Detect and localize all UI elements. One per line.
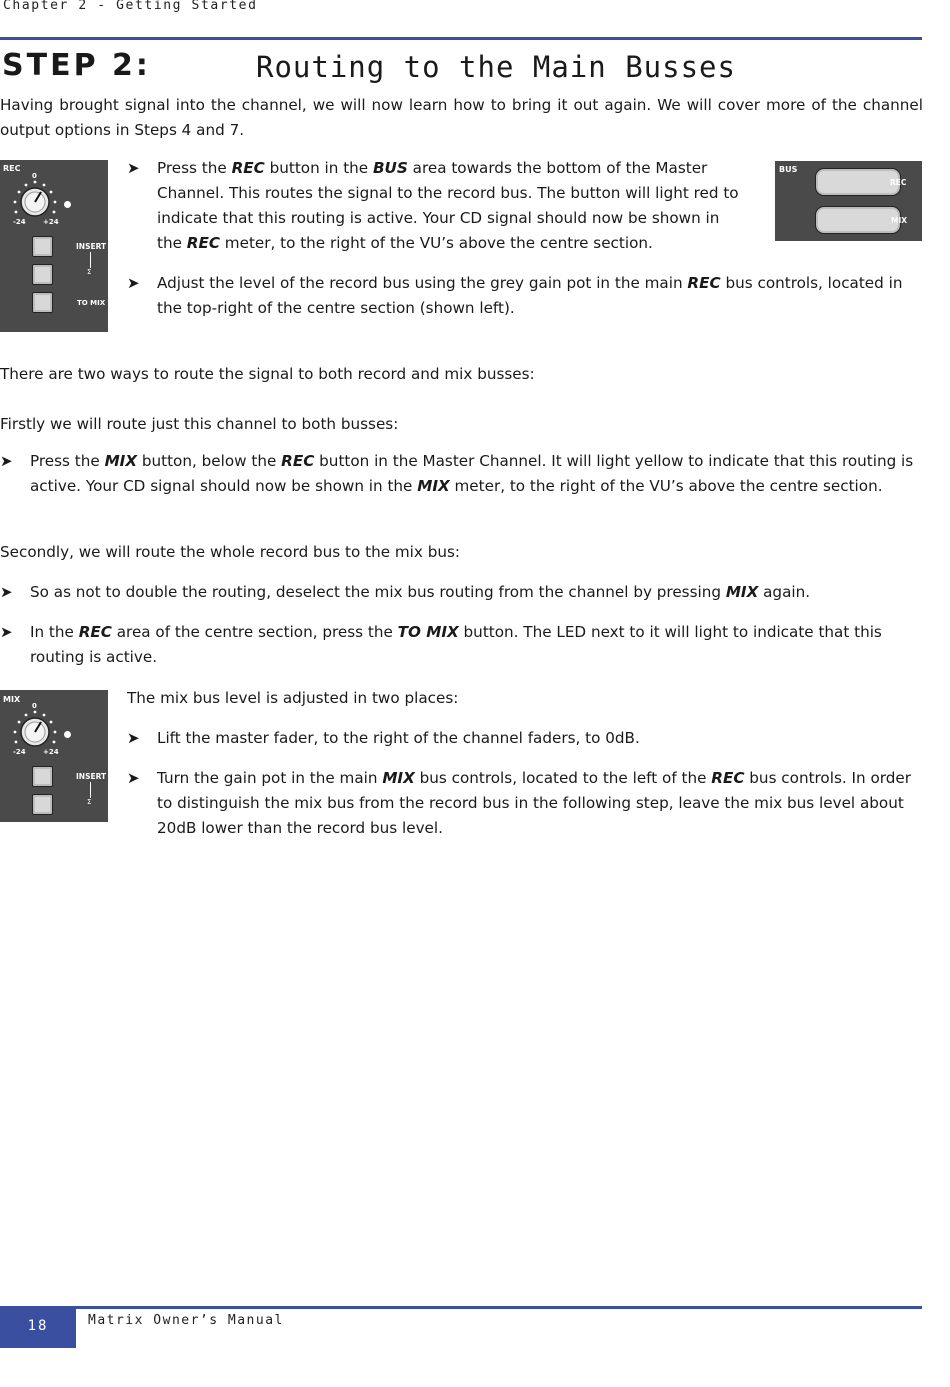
rec-insert-button[interactable] <box>32 236 53 257</box>
list-item <box>0 620 923 670</box>
rec-insert-label: INSERT <box>76 242 107 251</box>
bus-rec-label: REC <box>890 178 907 187</box>
list-item <box>0 580 923 605</box>
step-title: Routing to the Main Busses <box>256 50 736 84</box>
bullet-text: Press the REC button in the BUS area towards the bottom of the Master Channel. This routes the signal to the record bus. The button will light red to indicate that this routing is active. Your CD signal should now be shown in the REC meter, to the right of the VU’s above the centre section. <box>157 159 739 252</box>
rec-to-mix-button[interactable] <box>32 292 53 313</box>
bullet-text: Adjust the level of the record bus using the grey gain pot in the main REC bus controls, located in the top-right of the centre section (shown left). <box>157 274 903 317</box>
list-item <box>127 766 923 841</box>
mix-knob-min: -24 <box>13 748 26 756</box>
rec-sum-line <box>90 252 91 268</box>
two-ways-paragraph: There are two ways to route the signal to both record and mix busses: <box>0 365 535 383</box>
rec-knob-max: +24 <box>43 218 59 226</box>
intro-paragraph: Having brought signal into the channel, we will now learn how to bring it out again. We will cover more of the channel output options in Steps 4 and 7. <box>0 96 923 139</box>
bullet-arrow-icon: ➤ <box>0 452 13 470</box>
firstly-paragraph: Firstly we will route just this channel to both busses: <box>0 415 399 433</box>
bullet-arrow-icon: ➤ <box>127 274 140 292</box>
secondly-paragraph: Secondly, we will route the whole record bus to the mix bus: <box>0 543 460 561</box>
bullet-text: Press the MIX button, below the REC button in the Master Channel. It will light yellow to indicate that this routing is active. Your CD signal should now be shown in the MIX meter, to the right of the VU’s above the centre section. <box>30 452 914 495</box>
rec-bus-panel <box>0 160 108 332</box>
list-item <box>127 156 747 256</box>
footer-title: Matrix Owner’s Manual <box>88 1313 284 1328</box>
header-rule <box>0 37 922 40</box>
rec-knob-min: -24 <box>13 218 26 226</box>
list-item <box>127 726 923 751</box>
rec-gain-knob-icon[interactable] <box>10 178 62 222</box>
bullet-text: In the REC area of the centre section, press the TO MIX button. The LED next to it will light to indicate that this routing is active. <box>30 623 882 666</box>
mix-bus-panel <box>0 690 108 822</box>
bullet-arrow-icon: ➤ <box>127 159 140 177</box>
list-item <box>0 449 923 499</box>
rec-knob-top-label: 0 <box>32 172 37 180</box>
bullet-text: So as not to double the routing, deselect the mix bus routing from the channel by pressing MIX again. <box>30 583 811 601</box>
bus-mix-button[interactable] <box>815 206 901 234</box>
mix-knob-top-label: 0 <box>32 702 37 710</box>
page-number: 18 <box>27 1318 49 1334</box>
bus-mix-label: MIX <box>891 216 908 225</box>
list-item <box>127 271 923 321</box>
mix-level-lead: The mix bus level is adjusted in two places: <box>127 689 459 707</box>
rec-sum-button[interactable] <box>32 264 53 285</box>
bullet-text: Lift the master fader, to the right of the channel faders, to 0dB. <box>157 729 640 747</box>
bullet-arrow-icon: ➤ <box>0 583 13 601</box>
bullet-arrow-icon: ➤ <box>0 623 13 641</box>
mix-knob-max: +24 <box>43 748 59 756</box>
bus-panel <box>775 161 922 241</box>
bus-rec-button[interactable] <box>815 168 901 196</box>
bullet-arrow-icon: ➤ <box>127 769 140 787</box>
footer-rule <box>0 1306 922 1309</box>
rec-panel-title: REC <box>3 164 21 173</box>
rec-to-mix-label: TO MIX <box>77 299 106 307</box>
mix-panel-title: MIX <box>3 695 21 704</box>
mix-knob-led <box>64 731 71 738</box>
mix-sum-label: Σ <box>87 798 92 806</box>
step-number: STEP 2: <box>2 48 151 83</box>
mix-insert-button[interactable] <box>32 766 53 787</box>
bullet-text: Turn the gain pot in the main MIX bus controls, located to the left of the REC bus controls. In order to distinguish the mix bus from the record bus in the following step, leave the mix bus level about 20dB lower than the record bus level. <box>157 769 911 837</box>
bus-panel-title: BUS <box>779 165 798 174</box>
chapter-header: Chapter 2 - Getting Started <box>3 0 258 13</box>
rec-knob-led <box>64 201 71 208</box>
mix-insert-label: INSERT <box>76 772 107 781</box>
bullet-arrow-icon: ➤ <box>127 729 140 747</box>
mix-sum-line <box>90 782 91 798</box>
rec-sum-label: Σ <box>87 268 92 276</box>
mix-gain-knob-icon[interactable] <box>10 708 62 752</box>
mix-sum-button[interactable] <box>32 794 53 815</box>
